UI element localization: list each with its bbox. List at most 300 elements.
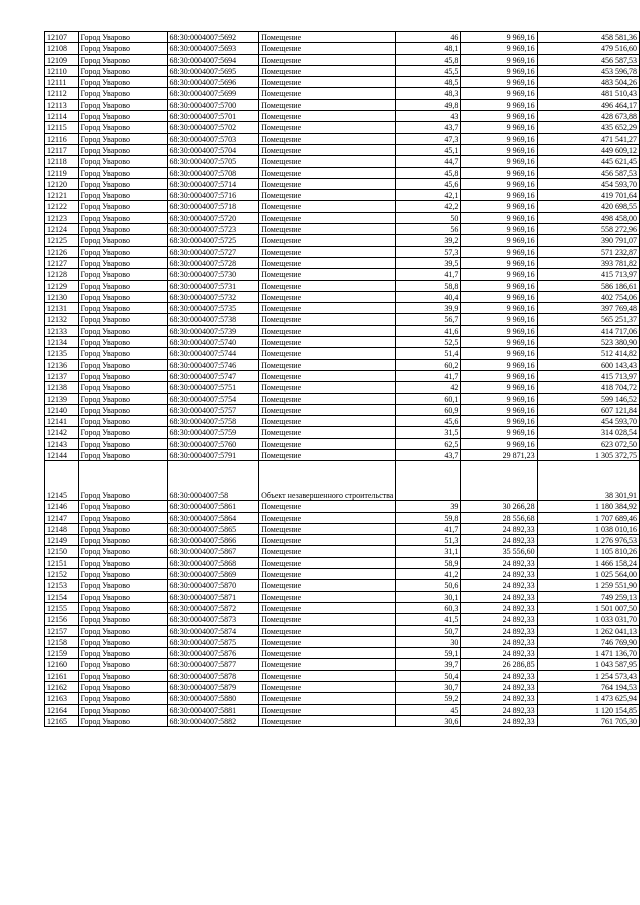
cadastral-value-cell: 418 704,72 <box>537 382 639 393</box>
table-row <box>45 636 640 647</box>
specific-value-cell: 9 969,16 <box>461 43 537 54</box>
cadastral-number-cell: 68:30:0004007:5882 <box>167 715 259 726</box>
cadastral-number-cell: 68:30:0004007:5758 <box>167 416 259 427</box>
cadastral-value-cell: 402 754,06 <box>537 291 639 302</box>
row-number-cell: 12111 <box>45 77 79 88</box>
row-number-cell: 12138 <box>45 382 79 393</box>
cadastral-value-cell: 1 473 625,94 <box>537 693 639 704</box>
object-type-cell: Помещение <box>259 704 396 715</box>
cadastral-number-cell: 68:30:0004007:5705 <box>167 156 259 167</box>
area-cell: 43,7 <box>396 449 461 460</box>
cadastral-value-cell: 428 673,88 <box>537 111 639 122</box>
area-cell: 41,5 <box>396 614 461 625</box>
row-number-cell: 12109 <box>45 54 79 65</box>
row-number-cell: 12157 <box>45 625 79 636</box>
cadastral-number-cell: 68:30:0004007:5732 <box>167 291 259 302</box>
table-row <box>45 77 640 88</box>
locality-cell: Город Уварово <box>78 291 167 302</box>
cadastral-value-cell: 1 180 384,92 <box>537 501 639 512</box>
row-number-cell: 12137 <box>45 370 79 381</box>
locality-cell: Город Уварово <box>78 648 167 659</box>
specific-value-cell: 9 969,16 <box>461 133 537 144</box>
area-cell: 59,1 <box>396 648 461 659</box>
cadastral-number-cell: 68:30:0004007:5746 <box>167 359 259 370</box>
row-number-cell: 12142 <box>45 427 79 438</box>
cadastral-number-cell: 68:30:0004007:5735 <box>167 303 259 314</box>
table-row <box>45 88 640 99</box>
cadastral-value-cell: 761 705,30 <box>537 715 639 726</box>
row-number-cell: 12165 <box>45 715 79 726</box>
locality-cell: Город Уварово <box>78 569 167 580</box>
cadastral-value-cell: 419 701,64 <box>537 190 639 201</box>
table-row <box>45 393 640 404</box>
area-cell: 40,4 <box>396 291 461 302</box>
table-row <box>45 512 640 523</box>
row-number-cell: 12153 <box>45 580 79 591</box>
locality-cell: Город Уварово <box>78 535 167 546</box>
cadastral-value-cell: 586 186,61 <box>537 280 639 291</box>
object-type-cell: Помещение <box>259 257 396 268</box>
specific-value-cell: 9 969,16 <box>461 291 537 302</box>
cadastral-value-cell: 38 301,91 <box>537 461 639 501</box>
area-cell: 42,1 <box>396 190 461 201</box>
object-type-cell: Помещение <box>259 156 396 167</box>
area-cell: 52,5 <box>396 337 461 348</box>
cadastral-number-cell: 68:30:0004007:58 <box>167 461 259 501</box>
area-cell: 48,5 <box>396 77 461 88</box>
locality-cell: Город Уварово <box>78 659 167 670</box>
object-type-cell: Помещение <box>259 337 396 348</box>
area-cell: 50 <box>396 212 461 223</box>
cadastral-value-cell: 453 596,78 <box>537 65 639 76</box>
locality-cell: Город Уварово <box>78 133 167 144</box>
cadastral-number-cell: 68:30:0004007:5744 <box>167 348 259 359</box>
table-row <box>45 670 640 681</box>
row-number-cell: 12124 <box>45 224 79 235</box>
row-number-cell: 12145 <box>45 461 79 501</box>
cadastral-value-cell: 393 781,82 <box>537 257 639 268</box>
cadastral-number-cell: 68:30:0004007:5866 <box>167 535 259 546</box>
cadastral-number-cell: 68:30:0004007:5877 <box>167 659 259 670</box>
cadastral-value-cell: 764 194,53 <box>537 682 639 693</box>
object-type-cell: Помещение <box>259 625 396 636</box>
cadastral-number-cell: 68:30:0004007:5700 <box>167 99 259 110</box>
cadastral-value-cell: 479 516,60 <box>537 43 639 54</box>
locality-cell: Город Уварово <box>78 201 167 212</box>
locality-cell: Город Уварово <box>78 325 167 336</box>
cadastral-number-cell: 68:30:0004007:5754 <box>167 393 259 404</box>
cadastral-value-cell: 1 276 976,53 <box>537 535 639 546</box>
locality-cell: Город Уварово <box>78 269 167 280</box>
locality-cell: Город Уварово <box>78 280 167 291</box>
area-cell: 56 <box>396 224 461 235</box>
table-row <box>45 167 640 178</box>
object-type-cell: Помещение <box>259 370 396 381</box>
cadastral-value-cell: 523 380,90 <box>537 337 639 348</box>
cadastral-value-cell: 435 652,29 <box>537 122 639 133</box>
specific-value-cell <box>461 461 537 501</box>
area-cell: 41,6 <box>396 325 461 336</box>
row-number-cell: 12115 <box>45 122 79 133</box>
table-row <box>45 122 640 133</box>
row-number-cell: 12136 <box>45 359 79 370</box>
object-type-cell: Помещение <box>259 580 396 591</box>
object-type-cell: Помещение <box>259 167 396 178</box>
table-row <box>45 65 640 76</box>
cadastral-number-cell: 68:30:0004007:5751 <box>167 382 259 393</box>
specific-value-cell: 24 892,33 <box>461 523 537 534</box>
cadastral-number-cell: 68:30:0004007:5702 <box>167 122 259 133</box>
specific-value-cell: 9 969,16 <box>461 224 537 235</box>
area-cell: 60,3 <box>396 602 461 613</box>
specific-value-cell: 24 892,33 <box>461 693 537 704</box>
row-number-cell: 12135 <box>45 348 79 359</box>
cadastral-value-cell: 1 105 810,26 <box>537 546 639 557</box>
cadastral-number-cell: 68:30:0004007:5714 <box>167 178 259 189</box>
cadastral-value-cell: 414 717,06 <box>537 325 639 336</box>
area-cell: 39 <box>396 501 461 512</box>
row-number-cell: 12125 <box>45 235 79 246</box>
row-number-cell: 12113 <box>45 99 79 110</box>
cadastral-number-cell: 68:30:0004007:5879 <box>167 682 259 693</box>
cadastral-number-cell: 68:30:0004007:5870 <box>167 580 259 591</box>
cadastral-number-cell: 68:30:0004007:5873 <box>167 614 259 625</box>
cadastral-number-cell: 68:30:0004007:5865 <box>167 523 259 534</box>
object-type-cell: Помещение <box>259 201 396 212</box>
specific-value-cell: 9 969,16 <box>461 122 537 133</box>
locality-cell: Город Уварово <box>78 438 167 449</box>
specific-value-cell: 24 892,33 <box>461 636 537 647</box>
locality-cell: Город Уварово <box>78 404 167 415</box>
object-type-cell: Помещение <box>259 427 396 438</box>
locality-cell: Город Уварово <box>78 370 167 381</box>
row-number-cell: 12128 <box>45 269 79 280</box>
specific-value-cell: 24 892,33 <box>461 704 537 715</box>
locality-cell: Город Уварово <box>78 501 167 512</box>
specific-value-cell: 24 892,33 <box>461 625 537 636</box>
cadastral-value-cell: 599 146,52 <box>537 393 639 404</box>
cadastral-value-cell: 1 120 154,85 <box>537 704 639 715</box>
table-row <box>45 438 640 449</box>
row-number-cell: 12164 <box>45 704 79 715</box>
object-type-cell: Помещение <box>259 438 396 449</box>
specific-value-cell: 35 556,60 <box>461 546 537 557</box>
specific-value-cell: 24 892,33 <box>461 648 537 659</box>
cadastral-value-cell: 746 769,90 <box>537 636 639 647</box>
specific-value-cell: 9 969,16 <box>461 88 537 99</box>
cadastral-value-cell: 1 025 564,00 <box>537 569 639 580</box>
cadastral-number-cell: 68:30:0004007:5716 <box>167 190 259 201</box>
area-cell: 50,4 <box>396 670 461 681</box>
area-cell: 31,5 <box>396 427 461 438</box>
table-row <box>45 370 640 381</box>
row-number-cell: 12155 <box>45 602 79 613</box>
specific-value-cell: 9 969,16 <box>461 303 537 314</box>
locality-cell: Город Уварово <box>78 614 167 625</box>
locality-cell: Город Уварово <box>78 190 167 201</box>
area-cell: 45,8 <box>396 167 461 178</box>
locality-cell: Город Уварово <box>78 704 167 715</box>
cadastral-value-cell: 571 232,87 <box>537 246 639 257</box>
object-type-cell: Помещение <box>259 512 396 523</box>
cadastral-value-cell: 1 033 031,70 <box>537 614 639 625</box>
row-number-cell: 12120 <box>45 178 79 189</box>
specific-value-cell: 24 892,33 <box>461 614 537 625</box>
row-number-cell: 12132 <box>45 314 79 325</box>
row-number-cell: 12144 <box>45 449 79 460</box>
locality-cell: Город Уварово <box>78 359 167 370</box>
area-cell: 58,8 <box>396 280 461 291</box>
object-type-cell: Помещение <box>259 591 396 602</box>
row-number-cell: 12150 <box>45 546 79 557</box>
area-cell: 48,3 <box>396 88 461 99</box>
specific-value-cell: 24 892,33 <box>461 580 537 591</box>
cadastral-value-cell: 623 072,50 <box>537 438 639 449</box>
cadastral-number-cell: 68:30:0004007:5760 <box>167 438 259 449</box>
table-row <box>45 682 640 693</box>
cadastral-number-cell: 68:30:0004007:5757 <box>167 404 259 415</box>
locality-cell: Город Уварово <box>78 625 167 636</box>
object-type-cell: Помещение <box>259 359 396 370</box>
object-type-cell: Помещение <box>259 280 396 291</box>
locality-cell: Город Уварово <box>78 512 167 523</box>
cadastral-number-cell: 68:30:0004007:5704 <box>167 144 259 155</box>
row-number-cell: 12154 <box>45 591 79 602</box>
cadastral-value-cell: 483 504,26 <box>537 77 639 88</box>
cadastral-number-cell: 68:30:0004007:5878 <box>167 670 259 681</box>
row-number-cell: 12127 <box>45 257 79 268</box>
row-number-cell: 12152 <box>45 569 79 580</box>
table-row <box>45 178 640 189</box>
cadastral-value-cell: 454 593,70 <box>537 178 639 189</box>
cadastral-number-cell: 68:30:0004007:5739 <box>167 325 259 336</box>
row-number-cell: 12161 <box>45 670 79 681</box>
row-number-cell: 12148 <box>45 523 79 534</box>
cadastral-number-cell: 68:30:0004007:5723 <box>167 224 259 235</box>
cadastral-number-cell: 68:30:0004007:5875 <box>167 636 259 647</box>
table-row <box>45 659 640 670</box>
table-row <box>45 359 640 370</box>
cadastral-value-cell: 415 713,97 <box>537 370 639 381</box>
row-number-cell: 12139 <box>45 393 79 404</box>
cadastral-number-cell: 68:30:0004007:5718 <box>167 201 259 212</box>
area-cell: 60,2 <box>396 359 461 370</box>
locality-cell: Город Уварово <box>78 557 167 568</box>
table-row <box>45 325 640 336</box>
specific-value-cell: 9 969,16 <box>461 144 537 155</box>
cadastral-value-cell: 397 769,48 <box>537 303 639 314</box>
area-cell: 48,1 <box>396 43 461 54</box>
specific-value-cell: 9 969,16 <box>461 99 537 110</box>
table-row <box>45 43 640 54</box>
locality-cell: Город Уварово <box>78 178 167 189</box>
cadastral-value-cell: 456 587,53 <box>537 167 639 178</box>
specific-value-cell: 9 969,16 <box>461 156 537 167</box>
row-number-cell: 12112 <box>45 88 79 99</box>
locality-cell: Город Уварово <box>78 212 167 223</box>
object-type-cell: Помещение <box>259 314 396 325</box>
row-number-cell: 12134 <box>45 337 79 348</box>
locality-cell: Город Уварово <box>78 246 167 257</box>
cadastral-number-cell: 68:30:0004007:5728 <box>167 257 259 268</box>
table-row <box>45 257 640 268</box>
row-number-cell: 12140 <box>45 404 79 415</box>
object-type-cell: Помещение <box>259 43 396 54</box>
cadastral-number-cell: 68:30:0004007:5727 <box>167 246 259 257</box>
object-type-cell: Помещение <box>259 693 396 704</box>
table-row <box>45 269 640 280</box>
cadastral-value-cell: 565 251,37 <box>537 314 639 325</box>
area-cell: 30,1 <box>396 591 461 602</box>
object-type-cell: Помещение <box>259 99 396 110</box>
locality-cell: Город Уварово <box>78 235 167 246</box>
row-number-cell: 12156 <box>45 614 79 625</box>
cadastral-number-cell: 68:30:0004007:5791 <box>167 449 259 460</box>
area-cell: 45,1 <box>396 144 461 155</box>
area-cell: 43 <box>396 111 461 122</box>
object-type-cell: Помещение <box>259 449 396 460</box>
cadastral-number-cell: 68:30:0004007:5868 <box>167 557 259 568</box>
area-cell: 51,4 <box>396 348 461 359</box>
cadastral-number-cell: 68:30:0004007:5695 <box>167 65 259 76</box>
object-type-cell: Помещение <box>259 178 396 189</box>
table-row <box>45 404 640 415</box>
object-type-cell: Помещение <box>259 303 396 314</box>
object-type-cell: Помещение <box>259 291 396 302</box>
specific-value-cell: 9 969,16 <box>461 427 537 438</box>
table-row <box>45 501 640 512</box>
area-cell: 57,3 <box>396 246 461 257</box>
cadastral-number-cell: 68:30:0004007:5869 <box>167 569 259 580</box>
row-number-cell: 12123 <box>45 212 79 223</box>
area-cell: 41,2 <box>396 569 461 580</box>
object-type-cell: Помещение <box>259 416 396 427</box>
cadastral-number-cell: 68:30:0004007:5720 <box>167 212 259 223</box>
area-cell: 30 <box>396 636 461 647</box>
object-type-cell: Помещение <box>259 88 396 99</box>
locality-cell: Город Уварово <box>78 715 167 726</box>
locality-cell: Город Уварово <box>78 693 167 704</box>
specific-value-cell: 24 892,33 <box>461 682 537 693</box>
cadastral-value-cell: 458 581,36 <box>537 32 639 43</box>
cadastral-number-cell: 68:30:0004007:5747 <box>167 370 259 381</box>
area-cell: 39,9 <box>396 303 461 314</box>
cadastral-number-cell: 68:30:0004007:5692 <box>167 32 259 43</box>
locality-cell: Город Уварово <box>78 670 167 681</box>
table-row <box>45 314 640 325</box>
area-cell: 39,7 <box>396 659 461 670</box>
object-type-cell: Помещение <box>259 393 396 404</box>
cadastral-number-cell: 68:30:0004007:5871 <box>167 591 259 602</box>
row-number-cell: 12143 <box>45 438 79 449</box>
object-type-cell: Помещение <box>259 269 396 280</box>
cadastral-value-cell: 481 510,43 <box>537 88 639 99</box>
specific-value-cell: 9 969,16 <box>461 438 537 449</box>
table-row <box>45 715 640 726</box>
table-row <box>45 303 640 314</box>
object-type-cell: Объект незавершенного строительства <box>259 461 396 501</box>
table-row <box>45 99 640 110</box>
table-row <box>45 648 640 659</box>
area-cell: 60,1 <box>396 393 461 404</box>
row-number-cell: 12131 <box>45 303 79 314</box>
cadastral-value-cell: 1 043 587,95 <box>537 659 639 670</box>
cadastral-value-cell: 1 471 136,70 <box>537 648 639 659</box>
specific-value-cell: 24 892,33 <box>461 557 537 568</box>
locality-cell: Город Уварово <box>78 449 167 460</box>
locality-cell: Город Уварово <box>78 111 167 122</box>
object-type-cell: Помещение <box>259 348 396 359</box>
area-cell: 39,5 <box>396 257 461 268</box>
row-number-cell: 12147 <box>45 512 79 523</box>
cadastral-number-cell: 68:30:0004007:5881 <box>167 704 259 715</box>
object-type-cell: Помещение <box>259 65 396 76</box>
locality-cell: Город Уварово <box>78 167 167 178</box>
locality-cell: Город Уварово <box>78 393 167 404</box>
specific-value-cell: 9 969,16 <box>461 65 537 76</box>
specific-value-cell: 28 556,68 <box>461 512 537 523</box>
object-type-cell: Помещение <box>259 614 396 625</box>
specific-value-cell: 24 892,33 <box>461 670 537 681</box>
row-number-cell: 12160 <box>45 659 79 670</box>
cadastral-number-cell: 68:30:0004007:5738 <box>167 314 259 325</box>
row-number-cell: 12141 <box>45 416 79 427</box>
cadastral-value-cell: 607 121,84 <box>537 404 639 415</box>
cadastral-number-cell: 68:30:0004007:5876 <box>167 648 259 659</box>
row-number-cell: 12121 <box>45 190 79 201</box>
specific-value-cell: 9 969,16 <box>461 201 537 212</box>
area-cell: 62,5 <box>396 438 461 449</box>
specific-value-cell: 9 969,16 <box>461 235 537 246</box>
cadastral-number-cell: 68:30:0004007:5872 <box>167 602 259 613</box>
area-cell: 45,6 <box>396 178 461 189</box>
locality-cell: Город Уварово <box>78 77 167 88</box>
area-cell: 31,1 <box>396 546 461 557</box>
cadastral-number-cell: 68:30:0004007:5725 <box>167 235 259 246</box>
cadastral-value-cell: 415 713,97 <box>537 269 639 280</box>
cadastral-number-cell: 68:30:0004007:5731 <box>167 280 259 291</box>
area-cell: 59,8 <box>396 512 461 523</box>
object-type-cell: Помещение <box>259 111 396 122</box>
object-type-cell: Помещение <box>259 602 396 613</box>
locality-cell: Город Уварово <box>78 580 167 591</box>
row-number-cell: 12110 <box>45 65 79 76</box>
area-cell: 49,8 <box>396 99 461 110</box>
area-cell: 50,7 <box>396 625 461 636</box>
table-row <box>45 523 640 534</box>
cadastral-value-cell: 1 254 573,43 <box>537 670 639 681</box>
area-cell: 45,8 <box>396 54 461 65</box>
row-number-cell: 12117 <box>45 144 79 155</box>
cadastral-number-cell: 68:30:0004007:5740 <box>167 337 259 348</box>
table-row <box>45 291 640 302</box>
locality-cell: Город Уварово <box>78 54 167 65</box>
cadastral-number-cell: 68:30:0004007:5693 <box>167 43 259 54</box>
table-row <box>45 54 640 65</box>
area-cell: 50,6 <box>396 580 461 591</box>
specific-value-cell: 9 969,16 <box>461 382 537 393</box>
specific-value-cell: 9 969,16 <box>461 246 537 257</box>
cadastral-value-cell: 1 466 158,24 <box>537 557 639 568</box>
object-type-cell: Помещение <box>259 557 396 568</box>
specific-value-cell: 9 969,16 <box>461 111 537 122</box>
specific-value-cell: 24 892,33 <box>461 535 537 546</box>
object-type-cell: Помещение <box>259 144 396 155</box>
locality-cell: Город Уварово <box>78 303 167 314</box>
table-row <box>45 704 640 715</box>
row-number-cell: 12159 <box>45 648 79 659</box>
table-row <box>45 111 640 122</box>
